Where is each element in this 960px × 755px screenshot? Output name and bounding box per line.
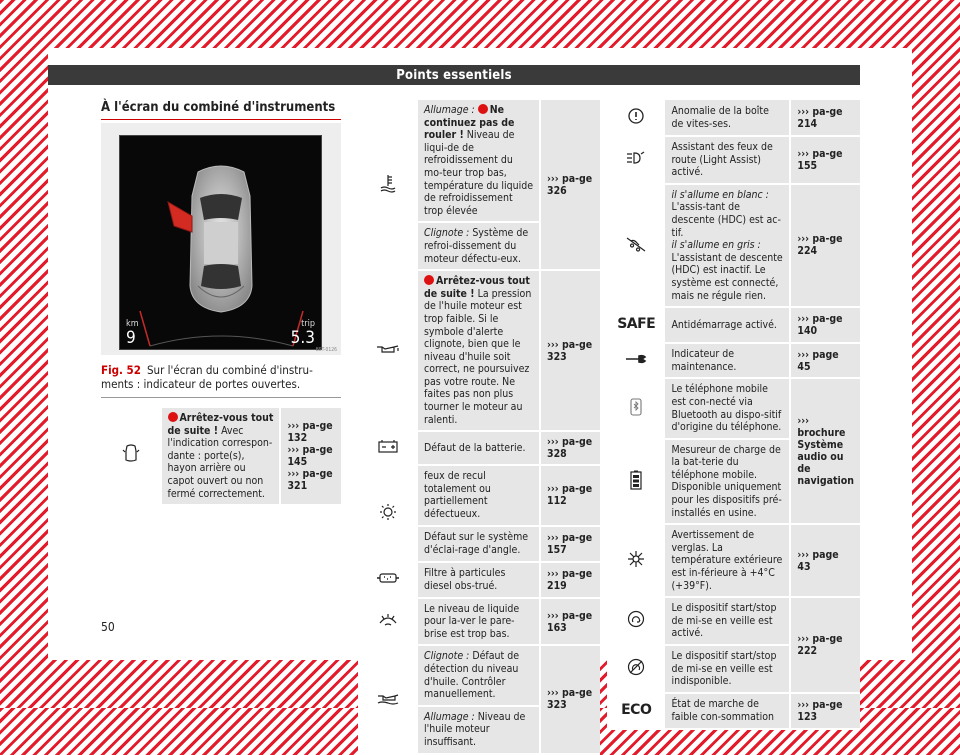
stop-icon — [168, 412, 178, 422]
page-link[interactable]: ››› pa-ge 123 — [790, 693, 860, 729]
km-label: km — [126, 319, 139, 329]
table-row: Filtre à particules diesel obs-trué. ››› pa-ge 219 — [358, 562, 600, 598]
coolant-temperature-icon — [358, 100, 418, 270]
figure-52 — [101, 123, 341, 355]
page-link[interactable]: ››› pa-ge 219 — [540, 562, 600, 598]
page-link[interactable]: ››› page 43 — [790, 524, 860, 597]
stop-icon — [424, 275, 434, 285]
table-row: Indicateur de maintenance. ››› page 45 — [607, 343, 860, 378]
page-link[interactable]: ››› pa-ge 321 — [287, 468, 333, 493]
page-number: 50 — [101, 620, 115, 634]
page-link[interactable]: ››› pa-ge 157 — [540, 526, 600, 562]
km-value: 9 — [126, 328, 136, 348]
warning-table-1 — [101, 408, 341, 506]
start-stop-off-icon — [607, 645, 665, 693]
car-top-view — [120, 136, 323, 351]
table-row: Allumage : Niveau de l'huile moteur insuffisant. — [358, 706, 600, 754]
light-assist-icon — [607, 136, 665, 184]
page-header: Points essentiels — [48, 65, 860, 85]
figure-caption: Fig. 52 Sur l'écran du combiné d'instru-ments : indicateur de portes ouvertes. — [101, 363, 341, 398]
door-open-icon — [101, 408, 162, 505]
page-link[interactable]: ››› pa-ge 145 — [287, 444, 333, 469]
table-row: il s'allume en blanc : L'assis-tant de descente (HDC) est ac-tif. il s'allume en gris : L'assistant de descente (HDC) est inactif. Le système est connecté, mais ne régule rien. ››› pa-ge 224 — [607, 184, 860, 307]
table-row: Avertissement de verglas. La température extérieure est in-férieure à +4°C (+39°F). ››› page 43 — [607, 524, 860, 597]
table-row: Anomalie de la boîte de vites-ses. ››› pa-ge 214 — [607, 100, 860, 136]
page-link[interactable]: ››› pa-ge 163 — [540, 598, 600, 646]
bulb-icon — [358, 465, 418, 561]
safe-icon: SAFE — [607, 307, 665, 343]
stop-icon — [478, 104, 488, 114]
table-row: Mesureur de charge de la bat-terie du téléphone mobile. Disponible uniquement pour les dispositifs pré-installés en usine. — [607, 439, 860, 525]
table-row: Allumage : Ne continuez pas de rouler ! Niveau de liqui-de de refroidissement du mo-teur trop bas, température du liquide de refroidissement trop élevée ››› pa-ge 326 — [358, 100, 600, 222]
table-row: Clignote : Système de refroi-dissement du moteur défectu-eux. — [358, 222, 600, 270]
page-link[interactable]: ››› pa-ge 224 — [790, 184, 860, 307]
warning-table-2 — [358, 100, 600, 755]
table-row: Défaut sur le système d'éclai-rage d'angle. ››› pa-ge 157 — [358, 526, 600, 562]
washer-fluid-icon — [358, 598, 418, 646]
hill-descent-icon — [607, 184, 665, 307]
table-row: feux de recul totalement ou partiellement défectueux. ››› pa-ge 112 — [358, 465, 600, 525]
figure-ref: B5T-0126 — [315, 347, 337, 353]
table-row: Arrêtez-vous tout de suite ! Avec l'indication correspon-dante : porte(s), hayon arrière ou capot ouvert ou non fermé correctement. ››› pa-ge 132 ››› pa-ge 145 ››› pa-ge 321 — [101, 408, 341, 505]
diesel-filter-icon — [358, 562, 418, 598]
table-row: Le téléphone mobile est con-necté via Bluetooth au dispo-sitif d'origine du téléphone. ››› brochure Système audio ou de navigation — [607, 378, 860, 438]
table-row: SAFE Antidémarrage activé. ››› pa-ge 140 — [607, 307, 860, 343]
page-link[interactable]: ››› pa-ge 132 — [287, 420, 333, 445]
trip-value: 5.3 — [290, 328, 315, 348]
warning-table-3 — [607, 100, 860, 730]
section-title: À l'écran du combiné d'instruments — [101, 100, 341, 120]
table-row: Le dispositif start/stop de mi-se en veille est activé. ››› pa-ge 222 — [607, 597, 860, 645]
bluetooth-phone-icon — [607, 378, 665, 438]
oil-pressure-icon — [358, 270, 418, 431]
start-stop-icon — [607, 597, 665, 645]
page-link[interactable]: ››› pa-ge 323 — [540, 270, 600, 431]
instrument-cluster-display — [119, 135, 322, 350]
page-link[interactable]: ››› pa-ge 112 — [540, 465, 600, 525]
table-row: Le dispositif start/stop de mi-se en veille est indisponible. — [607, 645, 860, 693]
oil-level-icon — [358, 645, 418, 753]
page-link[interactable]: ››› pa-ge 214 — [790, 100, 860, 136]
page-link[interactable]: ››› pa-ge 323 — [540, 645, 600, 753]
page-link[interactable]: ››› pa-ge 326 — [540, 100, 600, 270]
page-link[interactable]: ››› page 45 — [790, 343, 860, 378]
eco-icon: ECO — [607, 693, 665, 729]
table-row: ECO État de marche de faible con-sommation ››› pa-ge 123 — [607, 693, 860, 729]
table-row: Le niveau de liquide pour la-ver le pare-brise est trop bas. ››› pa-ge 163 — [358, 598, 600, 646]
phone-battery-icon — [607, 439, 665, 525]
table-row: Clignote : Défaut de détection du niveau d'huile. Contrôler manuellement. ››› pa-ge 323 — [358, 645, 600, 705]
trip-label: trip — [301, 319, 315, 329]
page-link[interactable]: ››› brochure Système audio ou de navigation — [790, 378, 860, 524]
frost-icon — [607, 524, 665, 597]
page-link[interactable]: ››› pa-ge 328 — [540, 431, 600, 465]
page-link[interactable]: ››› pa-ge 140 — [790, 307, 860, 343]
table-row: Assistant des feux de route (Light Assist) activé. ››› pa-ge 155 — [607, 136, 860, 184]
gearbox-fault-icon — [607, 100, 665, 136]
open-door — [168, 202, 192, 232]
battery-icon — [358, 431, 418, 465]
wrench-icon — [607, 343, 665, 378]
page-link[interactable]: ››› pa-ge 155 — [790, 136, 860, 184]
table-row: Arrêtez-vous tout de suite ! La pression de l'huile moteur est trop faible. Si le symbole d'alerte clignote, bien que le niveau d'huile soit correct, ne poursuivez pas votre route. Ne faites pas non plus tourner le moteur au ralenti. ››› pa-ge 323 — [358, 270, 600, 431]
table-row: Défaut de la batterie. ››› pa-ge 328 — [358, 431, 600, 465]
page-link[interactable]: ››› pa-ge 222 — [790, 597, 860, 693]
